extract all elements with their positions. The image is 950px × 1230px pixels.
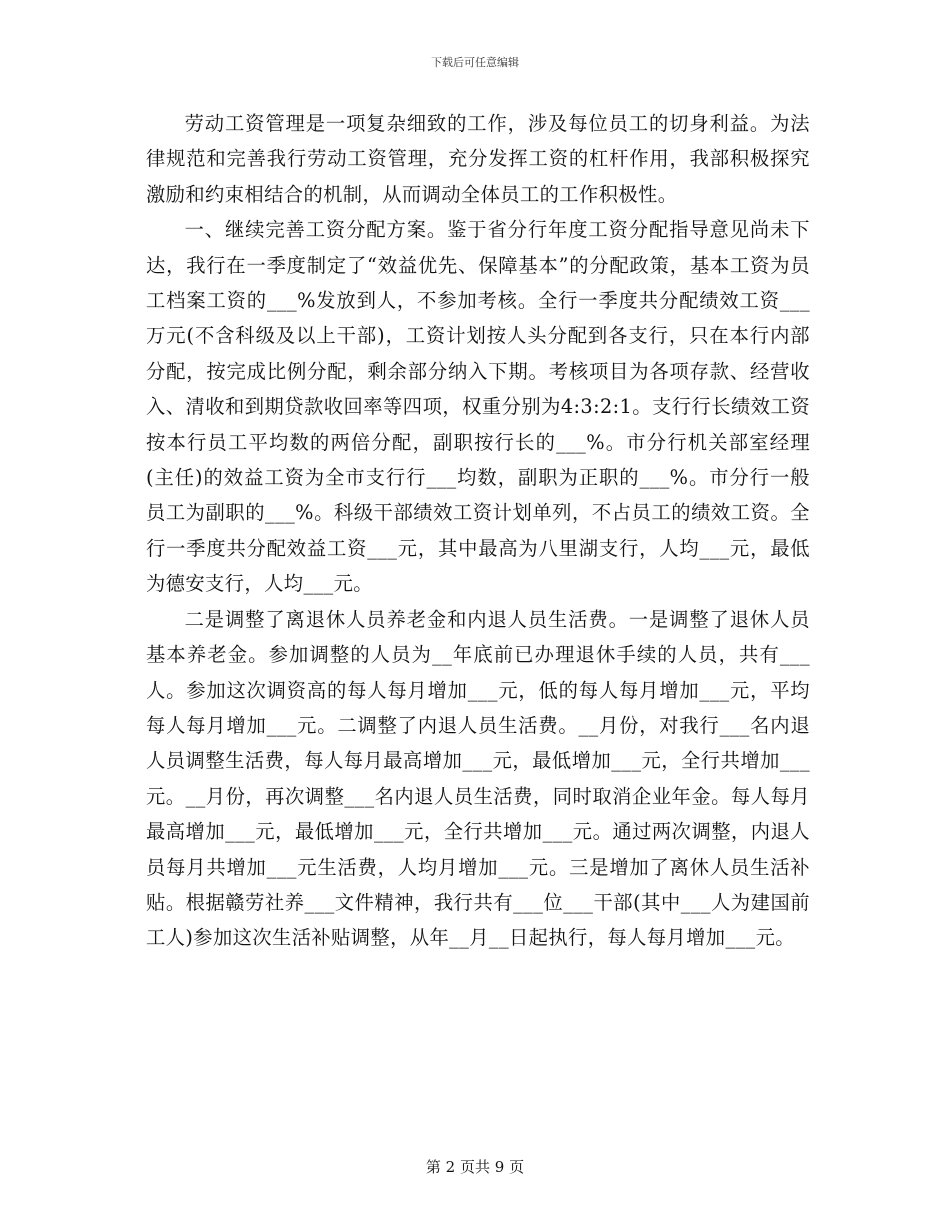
paragraph-retiree-adjustment: 二是调整了离退休人员养老金和内退人员生活费。一是调整了退休人员基本养老金。参加调整的人员为__年底前已办理退休手续的人员，共有___人。参加这次调资高的每人每月增加___元，低的每人每月增加___元，平均每人每月增加___元。二调整了内退人员生活费。__月份，对我行___名内退人员调整生活费，每人每月最高增加___元，最低增加___元，全行共增加___元。__月份，再次调整___名内退人员生活费，同时取消企业年金。每人每月最高增加___元，最低增加___元，全行共增加___元。通过两次调整，内退人员每月共增加___元生活费，人均月增加___元。三是增加了离休人员生活补贴。根据赣劳社养___文件精神，我行共有___位___干部(其中___人为建国前工人)参加这次生活补贴调整，从年__月__日起执行，每人每月增加___元。: [146, 607, 810, 950]
paragraph-salary-plan: 一、继续完善工资分配方案。鉴于省分行年度工资分配指导意见尚未下达，我行在一季度制定了“效益优先、保障基本”的分配政策，基本工资为员工档案工资的___%发放到人，不参加考核。全行一季度共分配绩效工资___万元(不含科级及以上干部)，工资计划按人头分配到各支行，只在本行内部分配，按完成比例分配，剩余部分纳入下期。考核项目为各项存款、经营收入、清收和到期贷款收回率等四项，权重分别为4:3:2:1。支行行长绩效工资按本行员工平均数的两倍分配，副职按行长的___%。市分行机关部室经理(主任)的效益工资为全市支行行___均数，副职为正职的___%。市分行一般员工为副职的___%。科级干部绩效工资计划单列，不占员工的绩效工资。全行一季度共分配效益工资___元，其中最高为八里湖支行，人均___元，最低为德安支行，人均___元。: [146, 218, 810, 596]
page-number-footer: 第 2 页共 9 页: [425, 1158, 525, 1176]
page-header-note: 下载后可任意编辑: [431, 56, 519, 69]
paragraph-intro: 劳动工资管理是一项复杂细致的工作，涉及每位员工的切身利益。为法律规范和完善我行劳动工资管理，充分发挥工资的杠杆作用，我部积极探究激励和约束相结合的机制，从而调动全体员工的工作积极性。: [146, 112, 810, 206]
document-body: [146, 106, 810, 956]
